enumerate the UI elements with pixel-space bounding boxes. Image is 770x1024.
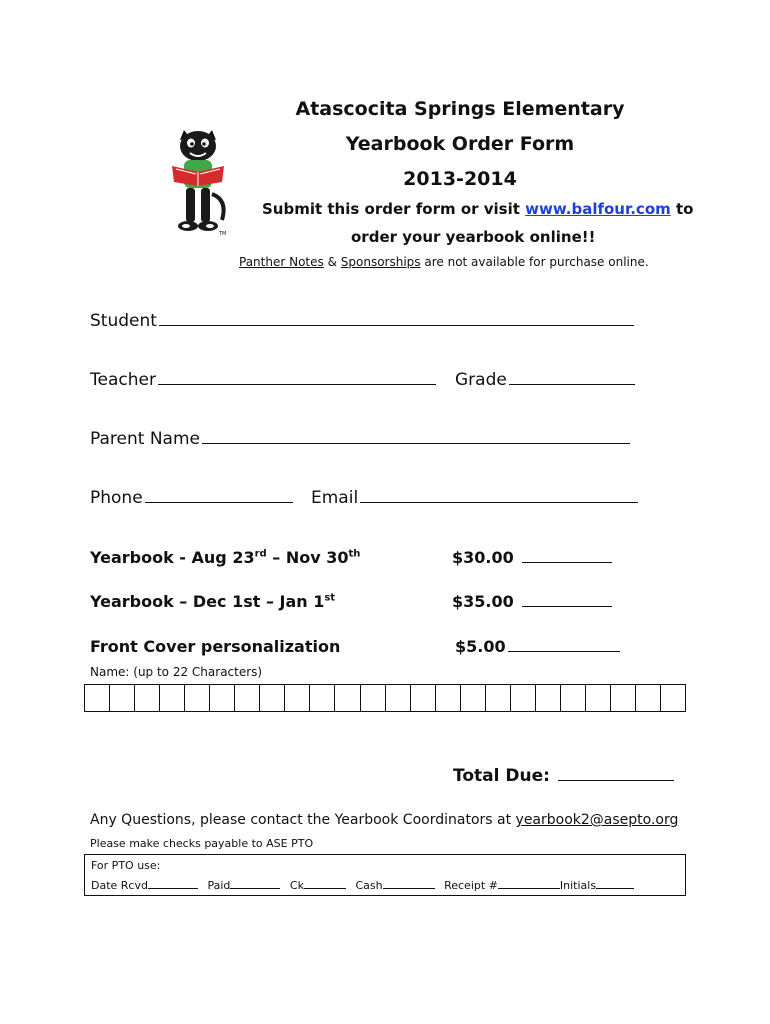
item-price: $30.00 [452, 548, 514, 567]
ampersand: & [323, 255, 341, 269]
item-amount-blank[interactable] [508, 650, 620, 652]
availability-note [239, 255, 649, 269]
teacher-label: Teacher [90, 370, 156, 390]
grade-blank[interactable] [509, 383, 635, 385]
availability-rest: are not available for purchase online. [420, 255, 649, 269]
contact-email-link[interactable]: yearbook2@asepto.org [515, 812, 679, 828]
submit-line-2: order your yearbook online!! [351, 228, 596, 246]
item-price-field[interactable] [455, 637, 620, 656]
name-character-cell[interactable] [386, 685, 411, 711]
ck-blank[interactable] [304, 887, 346, 889]
item-sup-a: rd [254, 548, 267, 560]
cash-blank[interactable] [383, 887, 435, 889]
pto-use-box [84, 854, 686, 896]
name-character-cell[interactable] [461, 685, 486, 711]
paid-label: Paid [207, 879, 231, 892]
item-price: $35.00 [452, 592, 514, 611]
name-character-cell[interactable] [310, 685, 335, 711]
name-character-cell[interactable] [235, 685, 260, 711]
sponsorships-label: Sponsorships [340, 255, 421, 269]
item-price-field[interactable] [452, 548, 612, 567]
receipt-blank[interactable] [498, 887, 560, 889]
parent-label: Parent Name [90, 429, 200, 449]
name-character-cell[interactable] [185, 685, 210, 711]
name-character-cell[interactable] [436, 685, 461, 711]
parent-field[interactable] [90, 429, 630, 449]
item-sup-b: th [348, 548, 361, 560]
name-character-cell[interactable] [586, 685, 611, 711]
item-label [90, 548, 360, 567]
phone-label: Phone [90, 488, 143, 508]
name-character-cell[interactable] [536, 685, 561, 711]
name-character-cell[interactable] [661, 685, 685, 711]
item-label [90, 637, 340, 656]
name-character-cell[interactable] [611, 685, 636, 711]
grade-field[interactable] [455, 370, 635, 390]
date-rcvd-blank[interactable] [148, 887, 198, 889]
total-due-field[interactable] [453, 766, 674, 786]
name-character-cell[interactable] [511, 685, 536, 711]
name-character-cell[interactable] [260, 685, 285, 711]
student-blank[interactable] [159, 324, 634, 326]
pto-heading: For PTO use: [91, 859, 161, 872]
total-due-label: Total Due: [453, 766, 550, 786]
email-field[interactable] [311, 488, 638, 508]
school-year: 2013-2014 [403, 168, 517, 190]
date-rcvd-label: Date Rcvd [91, 879, 148, 892]
contact-line [90, 812, 678, 828]
grade-label: Grade [455, 370, 507, 390]
paid-blank[interactable] [230, 887, 280, 889]
submit-prefix: Submit this order form or visit [262, 200, 526, 218]
name-character-cell[interactable] [486, 685, 511, 711]
checks-note: Please make checks payable to ASE PTO [90, 837, 314, 850]
submit-suffix: to [670, 200, 694, 218]
panther-notes-label: Panther Notes [239, 255, 324, 269]
item-label-a: Front Cover personalization [90, 637, 341, 656]
item-price: $5.00 [455, 637, 506, 656]
total-due-blank[interactable] [558, 779, 674, 781]
name-character-cell[interactable] [110, 685, 135, 711]
name-character-cell[interactable] [135, 685, 160, 711]
phone-blank[interactable] [145, 501, 293, 503]
item-sup-a: st [324, 592, 336, 604]
student-field[interactable] [90, 311, 634, 331]
item-amount-blank[interactable] [522, 561, 612, 563]
name-character-cell[interactable] [361, 685, 386, 711]
item-label [90, 592, 335, 611]
initials-blank[interactable] [596, 887, 634, 889]
email-blank[interactable] [360, 501, 638, 503]
email-label: Email [311, 488, 359, 508]
student-label: Student [90, 311, 157, 331]
parent-blank[interactable] [202, 442, 630, 444]
name-character-cell[interactable] [335, 685, 360, 711]
item-label-b: – Nov 30 [266, 548, 349, 567]
teacher-blank[interactable] [158, 383, 436, 385]
balfour-link[interactable]: www.balfour.com [525, 200, 671, 218]
receipt-label: Receipt # [444, 879, 498, 892]
initials-label: Initials [559, 879, 597, 892]
phone-field[interactable] [90, 488, 293, 508]
name-character-cell[interactable] [85, 685, 110, 711]
school-title: Atascocita Springs Elementary [295, 98, 625, 120]
trademark-mark: TM [219, 231, 227, 237]
item-price-field[interactable] [452, 592, 612, 611]
name-character-cell[interactable] [160, 685, 185, 711]
item-label-a: Yearbook - Aug 23 [90, 548, 255, 567]
submit-line [262, 200, 693, 218]
cash-label: Cash [355, 879, 383, 892]
name-character-cell[interactable] [636, 685, 661, 711]
name-character-grid[interactable] [84, 684, 686, 712]
name-character-cell[interactable] [285, 685, 310, 711]
name-hint: Name: (up to 22 Characters) [90, 665, 263, 679]
item-amount-blank[interactable] [522, 605, 612, 607]
teacher-field[interactable] [90, 370, 436, 390]
ck-label: Ck [289, 879, 304, 892]
name-character-cell[interactable] [411, 685, 436, 711]
contact-text: Any Questions, please contact the Yearbook Coordinators at [90, 812, 516, 828]
item-label-a: Yearbook – Dec 1st – Jan 1 [90, 592, 325, 611]
name-character-cell[interactable] [210, 685, 235, 711]
name-character-cell[interactable] [561, 685, 586, 711]
form-title: Yearbook Order Form [345, 133, 575, 155]
pto-fields-row [91, 879, 634, 892]
